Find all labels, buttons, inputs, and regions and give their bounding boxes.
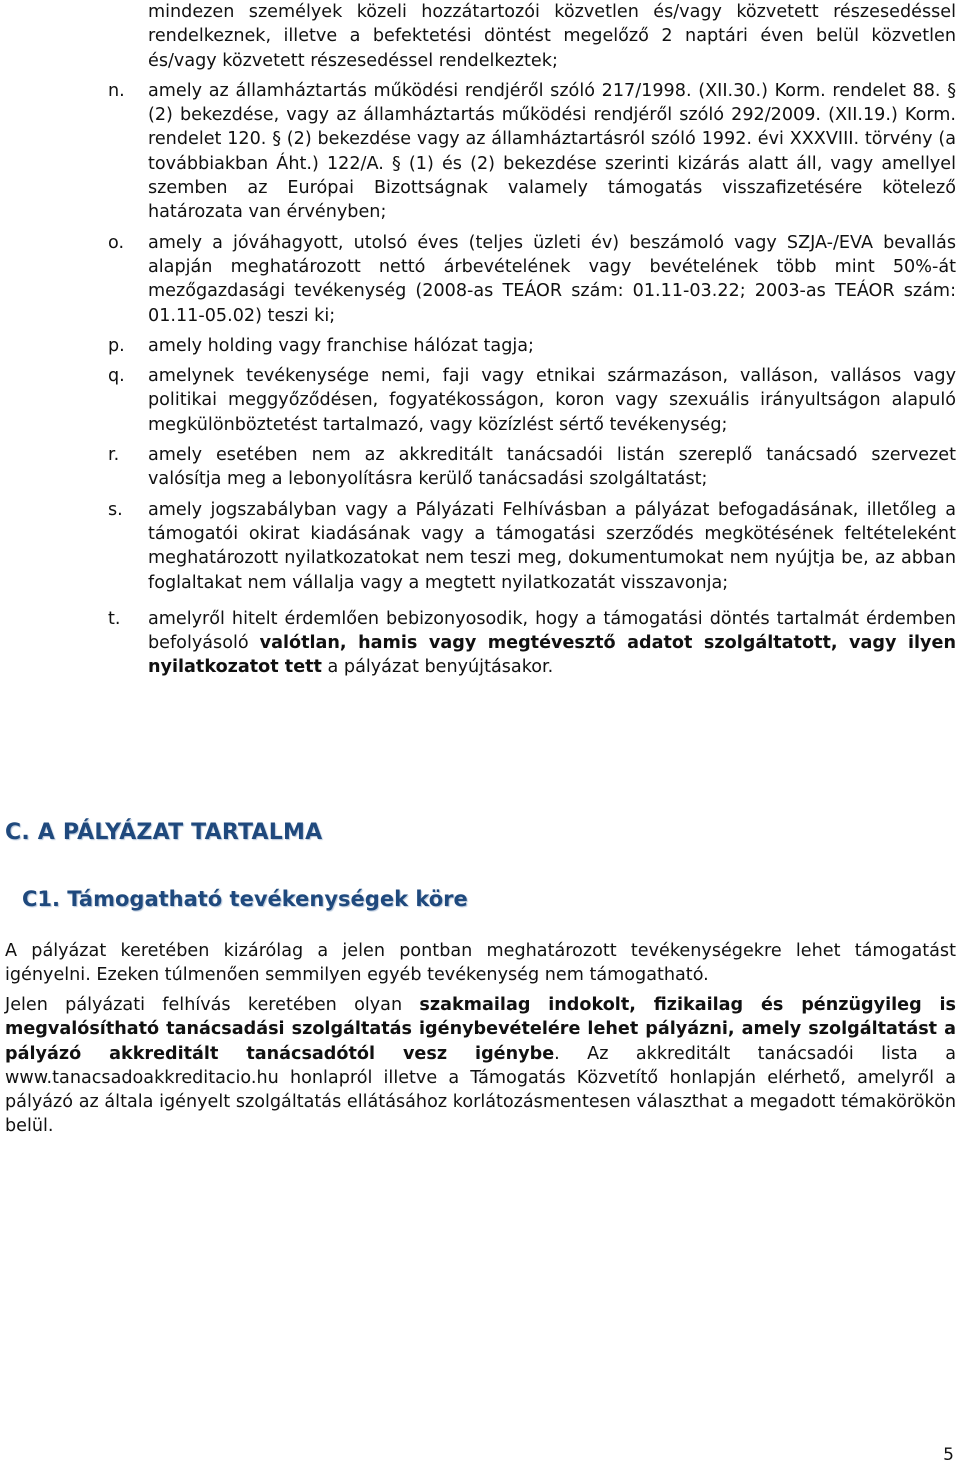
list-item-text: amelynek tevékenysége nemi, faji vagy etnikai származáson, valláson, vallásos vagy politikai meggyőződésen, fogyatékosságon, koron vagy szexuális irányultságon alapuló megkülönböztetést tartalmazó, vagy közízlést sértő tevékenység; (148, 366, 956, 435)
list-item-text-part: a pályázat benyújtásakor. (321, 657, 554, 678)
subsection-heading: C1. Támogatható tevékenységek köre (22, 887, 468, 911)
list-item-letter: t. (108, 608, 121, 629)
list-item-text-part: amelyről hitelt érdemlően bebizonyosodik, hogy a támogatási döntés tartalmát érdemben befolyásoló (148, 608, 956, 654)
list-item-p (108, 334, 956, 358)
list-item-o (108, 231, 956, 328)
list-item-q (108, 364, 956, 437)
paragraph-text-part: . Az akkreditált tanácsadói lista a www.tanacsadoakkreditacio.hu honlapról illetve a Támogatás Közvetítő honlapján elérhető, amelyről a pályázó az általa igényelt szolgáltatás ellátásához korlátozásmentesen választhat a megadott témakörökön belül. (5, 1043, 956, 1137)
list-item-text: amely holding vagy franchise hálózat tagja; (148, 335, 534, 356)
list-item-bold-text: valótlan, hamis vagy megtévesztő adatot szolgáltatott, vagy ilyen nyilatkozatot tett (148, 633, 956, 678)
paragraph-2 (5, 993, 956, 1139)
list-item-continuation (108, 0, 956, 73)
paragraph-bold-text: szakmailag indokolt, fizikailag és pénzügyileg is megvalósítható tanácsadási szolgáltatás igénybevételére lehet pályázni, amely szolgáltatást a pályázó akkreditált tanácsadótól vesz igénybe (5, 995, 956, 1064)
exclusion-list (108, 0, 956, 680)
list-item-n (108, 79, 956, 225)
paragraph-text-part: Jelen pályázati felhívás keretében olyan (5, 995, 420, 1015)
paragraph-1: A pályázat keretében kizárólag a jelen pontban meghatározott tevékenységekre lehet támogatást igényelni. Ezeken túlmenően semmilyen egyéb tevékenység nem támogatható. (5, 941, 956, 986)
list-item-letter: o. (108, 232, 125, 253)
section-heading: C. A PÁLYÁZAT TARTALMA (5, 820, 323, 845)
list-item-text: amely jogszabályban vagy a Pályázati Felhívásban a pályázat befogadásának, illetőleg a támogatói okirat kiadásának vagy a támogatási szerződés megkötésének feltételeként meghatározott nyilatkozatokat nem teszi meg, dokumentumokat nem nyújtja be, az abban foglaltakat nem vállalja vagy a megtett nyilatkozatát visszavonja; (148, 499, 956, 593)
page-number: 5 (943, 1445, 954, 1465)
list-item-letter: r. (108, 445, 120, 466)
list-item-text: amely esetében nem az akkreditált tanácsadói listán szereplő tanácsadó szervezet valósítja meg a lebonyolításra kerülő tanácsadási szolgáltatást; (148, 445, 956, 490)
list-item-text (148, 607, 956, 680)
list-item-letter: q. (108, 366, 125, 387)
list-item-letter: s. (108, 499, 123, 520)
list-item-s (108, 498, 956, 595)
list-item-text: mindezen személyek közeli hozzátartozói közvetlen és/vagy közvetett részesedéssel rendelkeznek, illetve a befektetési döntést megelőző 2 naptári éven belül közvetlen és/vagy közvetett részesedéssel rendelkeztek; (148, 2, 956, 71)
list-item-letter: n. (108, 80, 125, 101)
list-item-text: amely az államháztartás működési rendjéről szóló 217/1998. (XII.30.) Korm. rendelet 88. § (2) bekezdése, vagy az államháztartás működési rendjéről szóló 292/2009. (XII.19.) Korm. rendelet 120. § (2) bekezdése vagy az államháztartásról szóló 1992. évi XXXVIII. törvény (a továbbiakban Áht.) 122/A. § (1) és (2) bekezdése szerinti kizárás alatt áll, vagy amellyel szemben az Európai Bizottságnak valamely támogatás visszafizetésére kötelező határozata van érvényben; (148, 80, 956, 223)
list-item-t (108, 607, 956, 680)
list-item-r (108, 443, 956, 492)
list-item-letter: p. (108, 335, 125, 356)
list-item-text: amely a jóváhagyott, utolsó éves (teljes üzleti év) beszámoló vagy SZJA-/EVA bevallás alapján meghatározott nettó árbevételének vagy bevételének több mint 50%-át mezőgazdasági tevékenység (2008-as TEÁOR szám: 01.11-03.22; 2003-as TEÁOR szám: 01.11-05.02) teszi ki; (148, 232, 956, 326)
